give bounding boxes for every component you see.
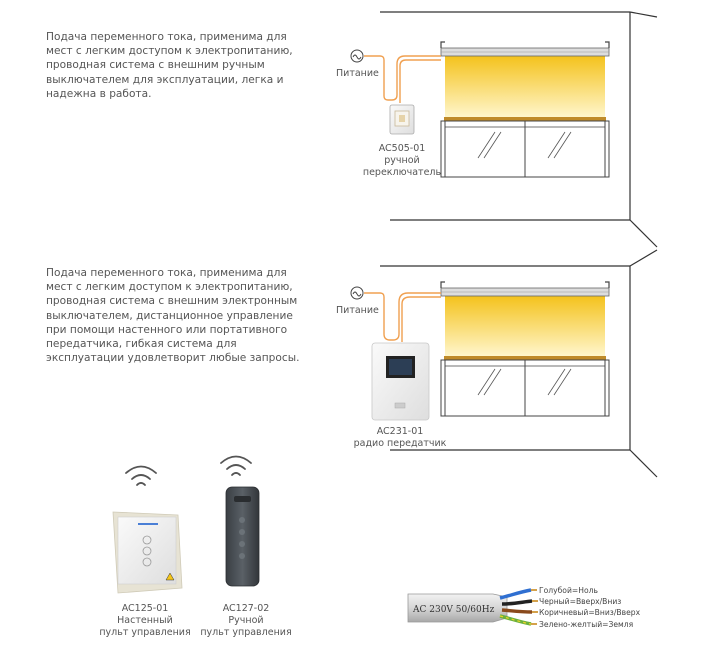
switch-model-label: AC505-01 ручной переключатель [362, 143, 442, 178]
power-wire-2 [364, 293, 441, 342]
handheld-remote-label: AC127-02 Ручной пульт управления [200, 603, 292, 638]
wifi-signal-icon [221, 457, 251, 476]
power-label-2: Питание [336, 305, 379, 316]
power-symbol-2 [351, 287, 363, 299]
wall-remote-ac125 [113, 512, 182, 593]
section1-description: Подача переменного тока, применима для мест с легким доступом к электропитанию, проводная система с внешним ручным выключателем для эксплуатации, легка и надежна в работа. [46, 31, 293, 100]
window-blind-2 [441, 282, 609, 416]
wifi-signal-icon [126, 467, 156, 486]
wall-remote-label: AC125-01 Настенный пульт управления [99, 603, 191, 638]
wire-label-brown: Коричневый=Вниз/Вверх [539, 608, 641, 617]
cable-voltage-label: AC 230V 50/60Hz [413, 605, 495, 615]
transmitter-label: AC231-01 радио передатчик [353, 426, 447, 449]
power-symbol-1 [351, 50, 363, 62]
radio-transmitter-ac231 [372, 343, 429, 420]
section2-description: Подача переменного тока, применима для мест с легким доступом к электропитанию, проводная система с внешним электронным выключателем, дистанционное управление при помощи настенного или портативного передатчика, гибкая система для эксплуатации удовлетворит любые запросы. [46, 267, 300, 365]
wire-label-green-yellow: Зелено-желтый=Земля [539, 620, 634, 629]
manual-switch-ac505 [390, 105, 414, 134]
handheld-remote-ac127 [226, 487, 259, 586]
window-blind-1 [441, 42, 609, 177]
power-label-1: Питание [336, 68, 379, 79]
wire-label-black: Черный=Вверх/Вниз [539, 597, 622, 606]
wire-label-blue: Голубой=Ноль [539, 586, 598, 595]
